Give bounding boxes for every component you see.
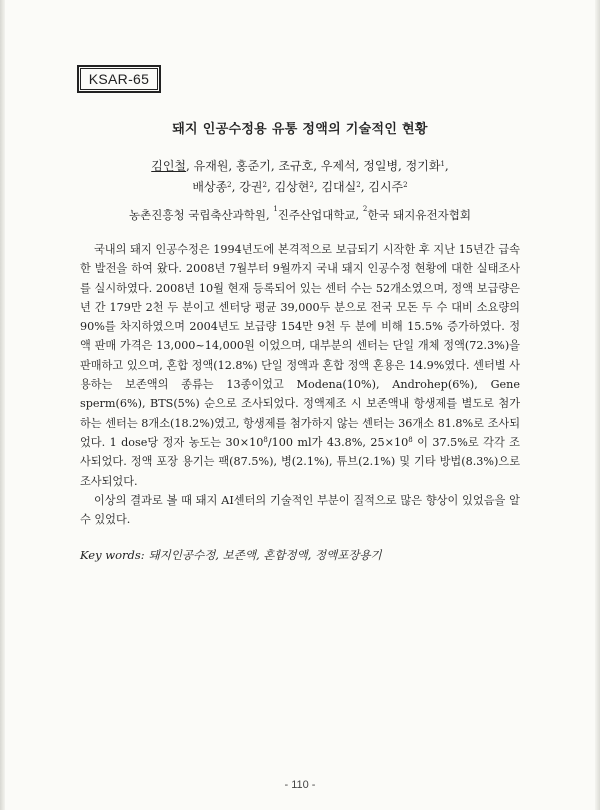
session-code-box [77,65,161,93]
exponent: 8 [263,435,268,444]
paper-title: 돼지 인공수정용 유통 정액의 기술적인 현황 [172,122,428,137]
author-sup: 2 [227,181,232,189]
author-sup: 2 [309,181,314,189]
author-line-1-rest: , 유재원, 홍준기, 조규호, 우제석, 정일병, 정기화 [186,159,441,173]
author-sup: 2 [262,181,267,189]
abstract-paragraph-2: 이상의 결과로 볼 때 돼지 AI센터의 기술적인 부분이 질적으로 많은 향상이 있었음을 알 수 있었다. [80,493,520,527]
author-sup: 2 [403,181,408,189]
abstract-text: /100 ml가 43.8%, 25×10 [267,435,409,449]
author-sep: , [313,180,322,194]
author: 배상종 [192,180,228,194]
author-sup: 1 [440,160,445,168]
first-author: 김인철 [151,159,187,173]
author: 김시주 [368,180,404,194]
author: 강권 [239,180,263,194]
affiliation-2: 진주산업대학교, [277,208,363,222]
session-code-label: KSAR-65 [80,68,158,90]
affiliation-3: 한국 돼지유전자협회 [367,208,471,222]
author-line-2 [60,177,540,198]
abstract-paragraph-1 [80,240,520,491]
affiliation-sup: 1 [273,205,278,213]
abstract-text: 국내의 돼지 인공수정은 1994년도에 본격적으로 보급되기 시작한 후 지난 15년간 급속한 발전을 하여 왔다. 2008년 7월부터 9월까지 국내 돼지 인공수정 현황에 대한 실태조사를 실시하였다. 2008년 10월 현재 등록되어 있는 센터 수는 52개소였으며, 정액 보급량은 년 간 179만 2천 두 분이고 센터당 평균 39,000두 분으로 전국 모돈 두 수 대비 소요량의 90%를 차지하였으며 2004년도 보급량 154만 9천 두 분에 비해 15.5% 증가하였다. 정액 판매 가격은 13,000~14,000원 이었으며, 대부분의 센터는 단일 개체 정액(72.3%)을 판매하고 있으며, 혼합 정액(12.8%) 단일 정액과 혼합 정액 혼용은 14.9%였다. 센터별 사용하는 보존액의 종류는 13종이었고 Modena(10%), Androhep(6%), Gene sperm(6%), BTS(5%) 순으로 조사되었다. 정액제조 시 보존액내 항생제를 별도로 첨가하는 센터는 8개소(18.2%)였고, 항생제를 첨가하지 않는 센터는 36개소 81.8%로 조사되었다. 1 dose당 정자 농도는 30×10 [80,243,520,449]
exponent: 8 [408,435,413,444]
author-sep: , [266,180,275,194]
author: 김대실 [321,180,357,194]
abstract [80,240,520,529]
affiliations [0,207,600,223]
author: 김상현 [274,180,310,194]
keywords-label: Key words: [80,548,145,562]
affiliation-sup: 2 [362,205,368,213]
keywords-list: 돼지인공수정, 보존액, 혼합정액, 정액포장용기 [148,548,382,562]
author-sep: , [360,180,369,194]
author-line-1: 김인철, 유재원, 홍준기, 조규호, 우제석, 정일병, 정기화$^1$, [151,159,449,173]
abstract-text: 이 37.5%로 각각 조사되었다. 정액 포장 용기는 팩(87.5%), 병(2.1%), 튜브(2.1%) 및 기타 방법(8.3%)으로 조사되었다. [80,435,520,488]
keywords [80,547,520,563]
page-number: - 110 - [284,779,316,791]
author-sup: 2 [356,181,361,189]
author-list [60,156,540,198]
affiliation-1: 농촌진흥청 국립축산과학원, [129,208,274,222]
author-sep: , [231,180,240,194]
